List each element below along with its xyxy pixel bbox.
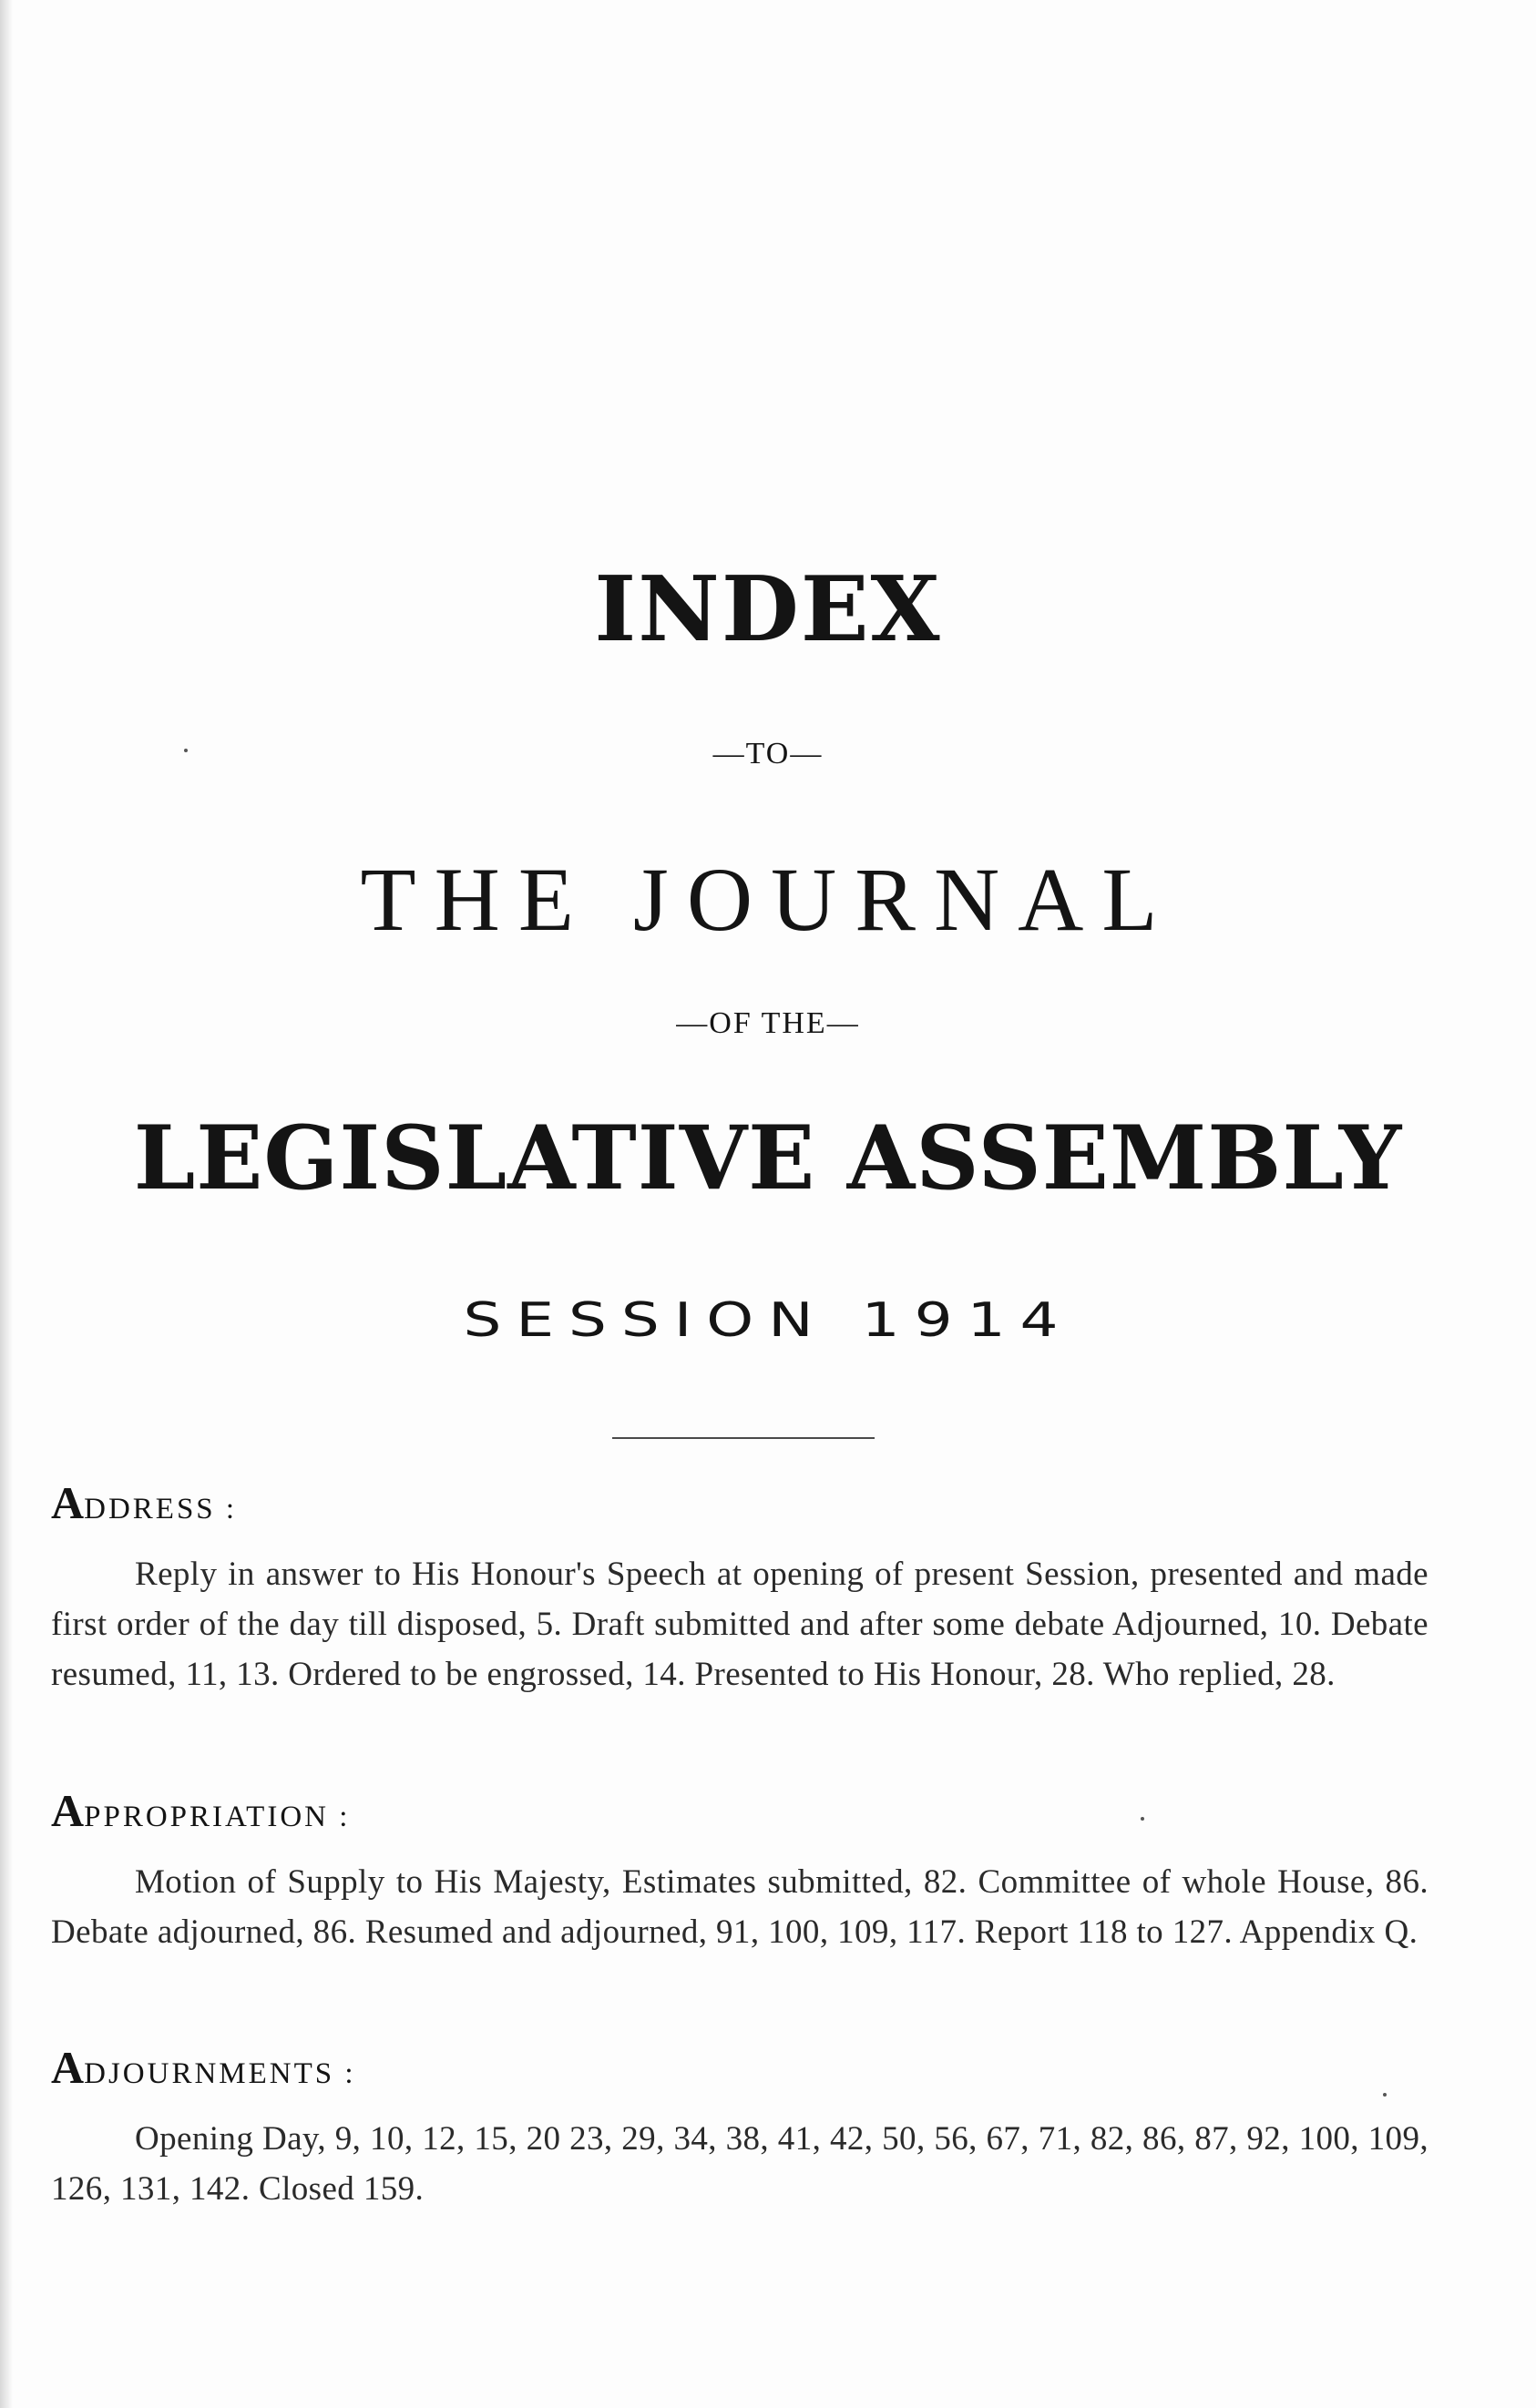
heading-rest: DJOURNMENTS : xyxy=(84,2057,356,2090)
journal-title: THE JOURNAL xyxy=(360,849,1176,950)
speck-mark xyxy=(1141,1817,1144,1821)
heading-initial: A xyxy=(51,1785,85,1836)
session-title: SESSION 1914 xyxy=(463,1292,1073,1348)
section-adjournments xyxy=(51,2042,1428,2214)
section-heading xyxy=(51,1785,1428,1837)
section-appropriation xyxy=(51,1785,1428,1957)
section-body: Opening Day, 9, 10, 12, 15, 20 23, 29, 34, 38, 41, 42, 50, 56, 67, 71, 82, 86, 87, 92, 100, 109, 126, 131, 142. Closed 159. xyxy=(51,2120,1428,2208)
heading-rest: DDRESS : xyxy=(84,1493,238,1525)
section-body: Motion of Supply to His Majesty, Estimates submitted, 82. Committee of whole House, 86. Debate adjourned, 86. Resumed and adjourned, 91, 100, 109, 117. Report 118 to 127. Appendix Q. xyxy=(51,1863,1428,1951)
section-address xyxy=(51,1477,1428,1699)
section-body: Reply in answer to His Honour's Speech at opening of present Session, presented and made first order of the day till disposed, 5. Draft submitted and after some debate Adjourned, 10. Debate resumed, 11, 13. Ordered to be engrossed, 14. Presented to His Honour, 28. Who replied, 28. xyxy=(51,1556,1428,1693)
index-title: INDEX xyxy=(594,557,942,662)
of-the-subtitle: —OF THE— xyxy=(676,1006,860,1040)
section-heading xyxy=(51,2042,1428,2094)
title-divider xyxy=(612,1437,875,1439)
to-subtitle: —TO— xyxy=(712,737,824,770)
speck-mark xyxy=(1383,2093,1387,2097)
speck-mark xyxy=(184,749,188,752)
section-heading xyxy=(51,1477,1428,1529)
heading-initial: A xyxy=(51,2042,85,2093)
assembly-title: LEGISLATIVE ASSEMBLY xyxy=(133,1107,1403,1209)
heading-initial: A xyxy=(51,1477,85,1528)
heading-rest: PPROPRIATION : xyxy=(84,1801,351,1833)
